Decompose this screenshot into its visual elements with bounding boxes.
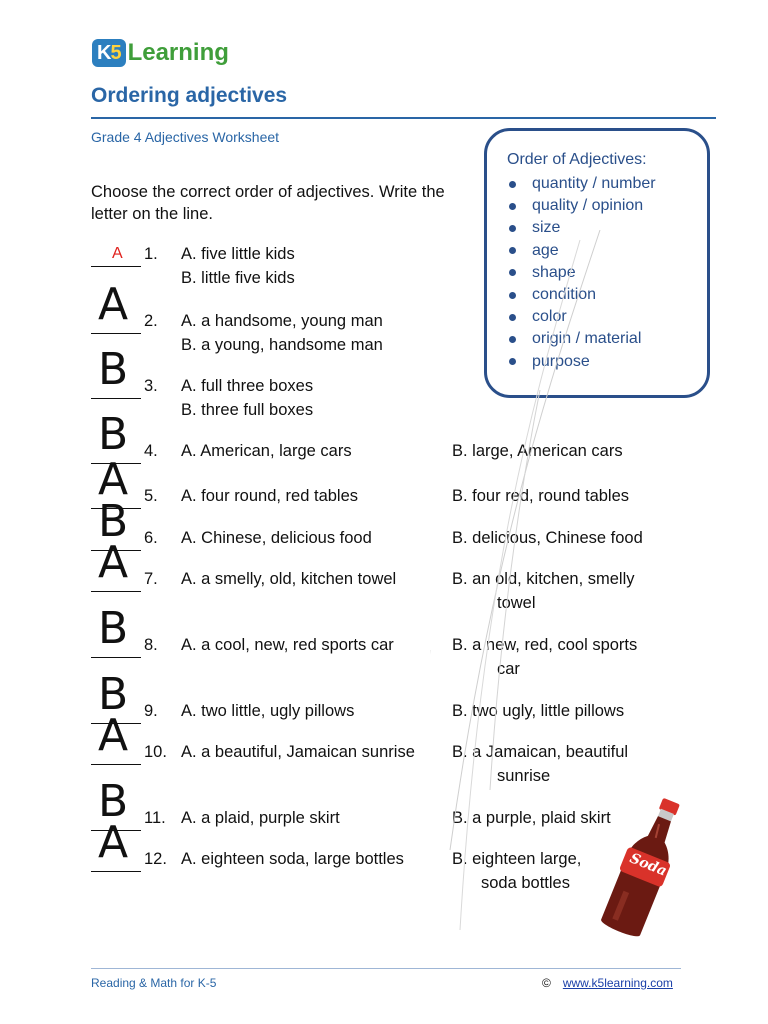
copyright-symbol: © bbox=[542, 976, 551, 990]
question-number: 9. bbox=[144, 702, 158, 720]
order-item-label: color bbox=[532, 308, 567, 326]
option-a: A. American, large cars bbox=[181, 442, 352, 460]
question-number: 3. bbox=[144, 377, 158, 395]
question-number: 11. bbox=[144, 809, 166, 827]
order-item-label: shape bbox=[532, 263, 576, 281]
option-a: A. five little kids bbox=[181, 245, 295, 263]
handwritten-answer: B bbox=[98, 669, 129, 720]
handwritten-answer: B bbox=[98, 496, 129, 547]
handwritten-answer: A bbox=[98, 537, 129, 588]
option-a: A. Chinese, delicious food bbox=[181, 529, 372, 547]
option-b: B. delicious, Chinese food bbox=[452, 529, 643, 547]
page-title: Ordering adjectives bbox=[91, 84, 288, 107]
option-b: B. large, American cars bbox=[452, 442, 623, 460]
handwritten-answer: B bbox=[98, 344, 129, 395]
option-b: B. a young, handsome man bbox=[181, 336, 383, 354]
handwritten-answer: B bbox=[98, 409, 129, 460]
option-b: B. little five kids bbox=[181, 269, 295, 287]
order-item-label: purpose bbox=[532, 352, 590, 370]
option-a: A. a handsome, young man bbox=[181, 312, 383, 330]
question-number: 7. bbox=[144, 570, 158, 588]
footer-tagline: Reading & Math for K-5 bbox=[91, 976, 217, 990]
example-answer: A bbox=[112, 245, 123, 262]
option-b-continued: towel bbox=[497, 594, 536, 612]
option-a: A. a cool, new, red sports car bbox=[181, 636, 394, 654]
order-item bbox=[509, 195, 656, 217]
logo-k: K bbox=[97, 42, 111, 64]
option-b-continued: soda bottles bbox=[481, 874, 570, 892]
handwritten-answer: A bbox=[98, 710, 129, 761]
question-number: 12. bbox=[144, 850, 167, 868]
logo-five: 5 bbox=[110, 42, 121, 64]
question-number: 8. bbox=[144, 636, 158, 654]
option-b: B. three full boxes bbox=[181, 401, 314, 419]
option-b: B. a purple, plaid skirt bbox=[452, 809, 611, 827]
bullet-icon bbox=[509, 203, 516, 210]
option-b: B. an old, kitchen, smelly bbox=[452, 570, 635, 588]
k5-learning-logo bbox=[92, 36, 229, 70]
order-item-label: age bbox=[532, 241, 559, 259]
option-b-continued: car bbox=[497, 660, 520, 678]
order-item-label: quantity / number bbox=[532, 175, 656, 192]
handwritten-answer: A bbox=[98, 454, 129, 505]
handwritten-answer: B bbox=[98, 603, 129, 654]
question-number: 6. bbox=[144, 529, 158, 547]
question-number: 10. bbox=[144, 743, 167, 761]
order-item bbox=[509, 173, 656, 195]
option-a: A. full three boxes bbox=[181, 377, 314, 395]
question-number: 1. bbox=[144, 245, 158, 263]
question-number: 4. bbox=[144, 442, 158, 460]
instructions: Choose the correct order of adjectives. Write the letter on the line. bbox=[91, 183, 445, 223]
order-item-label: size bbox=[532, 219, 561, 237]
footer-right bbox=[542, 976, 673, 990]
option-a: A. a plaid, purple skirt bbox=[181, 809, 340, 827]
option-a: A. eighteen soda, large bottles bbox=[181, 850, 404, 868]
soda-bottle-image bbox=[600, 792, 690, 942]
option-a: A. four round, red tables bbox=[181, 487, 359, 505]
order-item-label: quality / opinion bbox=[532, 197, 644, 215]
option-a: A. a beautiful, Jamaican sunrise bbox=[181, 743, 415, 761]
k5learning-link[interactable]: www.k5learning.com bbox=[562, 976, 673, 990]
handwritten-answer: A bbox=[98, 279, 129, 330]
order-item-label: origin / material bbox=[532, 330, 642, 348]
soda-label: Soda bbox=[627, 850, 669, 880]
option-b: B. four red, round tables bbox=[452, 487, 630, 505]
footer-divider bbox=[91, 968, 681, 969]
option-a: A. a smelly, old, kitchen towel bbox=[181, 570, 397, 588]
option-b: B. two ugly, little pillows bbox=[452, 702, 625, 720]
question-number: 5. bbox=[144, 487, 158, 505]
question-number: 2. bbox=[144, 312, 158, 330]
option-b: B. eighteen large, bbox=[452, 850, 582, 868]
handwritten-answer: A bbox=[98, 817, 129, 868]
handwritten-answer: B bbox=[98, 776, 129, 827]
order-item-label: condition bbox=[532, 285, 597, 303]
option-b: B. a new, red, cool sports bbox=[452, 636, 638, 654]
bullet-icon bbox=[509, 181, 516, 188]
worksheet-subtitle: Grade 4 Adjectives Worksheet bbox=[91, 129, 280, 145]
order-box-title: Order of Adjectives: bbox=[507, 151, 647, 168]
title-divider bbox=[91, 117, 716, 119]
logo-badge bbox=[92, 39, 126, 67]
option-a: A. two little, ugly pillows bbox=[181, 702, 355, 720]
logo-text: Learning bbox=[127, 39, 229, 66]
option-b-continued: sunrise bbox=[497, 767, 551, 785]
option-b: B. a Jamaican, beautiful bbox=[452, 743, 629, 761]
